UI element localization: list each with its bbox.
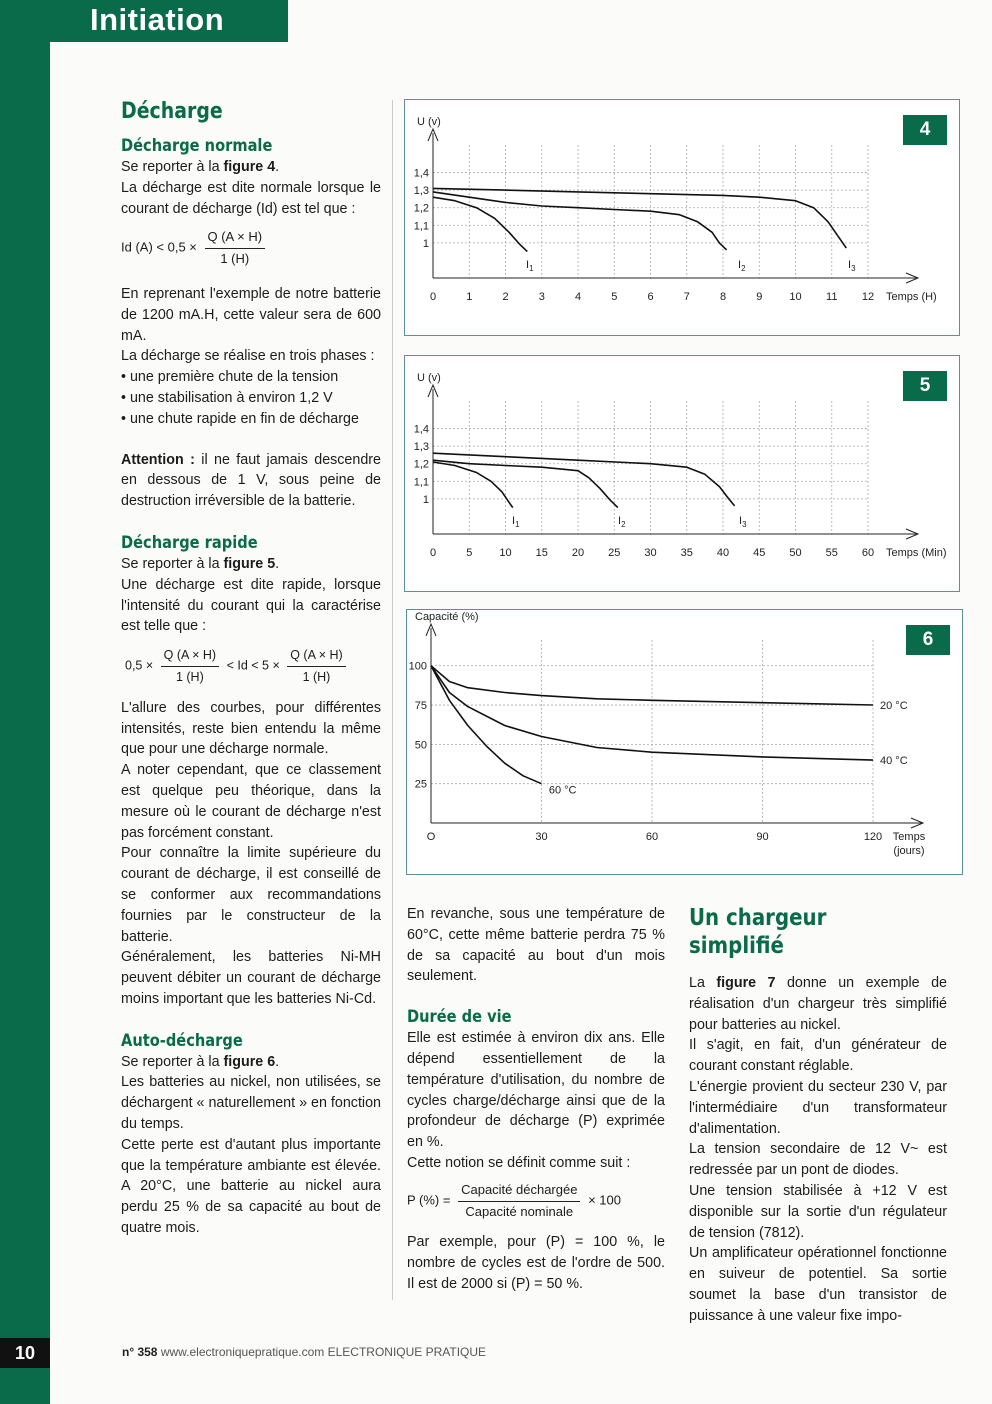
footer: n° 358 www.electroniquepratique.com ELECTRONIQUE PRATIQUE xyxy=(122,1345,487,1359)
x-tick-label: 5 xyxy=(466,547,473,559)
x-tick-label: 7 xyxy=(683,291,690,303)
x-tick-label: 10 xyxy=(499,547,512,559)
y-tick-label: 1,2 xyxy=(413,202,429,215)
figure-4 xyxy=(404,99,960,336)
y-tick-label: 1 xyxy=(422,493,429,506)
x-axis-label: Temps (Min) xyxy=(886,547,947,559)
bullet-item: • une première chute de la tension xyxy=(121,369,339,386)
y-tick-label: 1,4 xyxy=(413,423,429,436)
figure-5-chart xyxy=(405,356,959,591)
y-tick-label: 100 xyxy=(408,660,427,673)
x-tick-label: 11 xyxy=(826,291,838,303)
heading-chargeur-simplifie: Un chargeur simplifié xyxy=(689,905,827,959)
y-tick-label: 1,1 xyxy=(413,476,429,489)
paragraph: Les batteries au nickel, non utilisées, se déchargent « naturellement » en fonction du temps. xyxy=(121,1074,381,1133)
curve-label: 60 °C xyxy=(548,784,577,797)
column-2 xyxy=(407,904,665,1295)
paragraph: Il s'agit, en fait, d'un générateur de courant constant réglable. xyxy=(689,1037,947,1075)
curve-label: 20 °C xyxy=(880,700,908,713)
series-line-3 xyxy=(433,453,735,506)
y-tick-label: 1,1 xyxy=(413,220,429,233)
paragraph: Généralement, les batteries Ni-MH peuvent débiter un courant de décharge moins important que les batteries Ni-Cd. xyxy=(121,949,381,1007)
paragraph: En revanche, sous une température de 60°C, cette même batterie perdra 75 % de sa capacité au bout d'un mois seulement. xyxy=(407,906,665,985)
x-tick-label: 6 xyxy=(647,291,654,303)
heading-decharge: Décharge xyxy=(121,99,223,124)
y-tick-label: 75 xyxy=(414,700,427,713)
paragraph: L'allure des courbes, pour différentes intensités, reste bien entendu la même que pour une décharge normale. xyxy=(121,699,381,758)
x-tick-label: 10 xyxy=(789,291,802,303)
heading-decharge-rapide: Décharge rapide xyxy=(121,532,258,553)
paragraph: La décharge se réalise en trois phases : xyxy=(121,348,375,365)
curve-label: $I_3$ xyxy=(739,515,747,529)
x-tick-label: 45 xyxy=(753,547,766,559)
x-tick-label: 0 xyxy=(429,547,437,559)
x-tick-label: 35 xyxy=(680,547,693,559)
x-tick-label: 12 xyxy=(861,291,875,303)
paragraph: Par exemple, pour (P) = 100 %, le nombre de cycles est de l'ordre de 500. Il est de 2000 si (P) = 50 %. xyxy=(407,1234,665,1292)
paragraph: La figure 7 donne un exemple de réalisation d'un chargeur très simplifié pour batteries au nickel. xyxy=(689,975,947,1033)
x-tick-label: 0 xyxy=(429,291,437,303)
formula-rapide: 0,5 × $\frac{Q (A \times H)}{1 (H)}$ < Id < 5 × $\frac{Q (A \times H)}{1 (H)}$ xyxy=(125,645,381,688)
paragraph: Une tension stabilisée à +12 V est disponible sur la sortie d'un régulateur de tension (7812). xyxy=(689,1182,947,1241)
column-3 xyxy=(689,904,947,1327)
paragraph: Une décharge est dite rapide, lorsque l'intensité du courant qui la caractérise est telle que : xyxy=(121,576,381,635)
paragraph: La décharge est dite normale lorsque le courant de décharge (Id) est tel que : xyxy=(121,179,381,217)
x-tick-label: 5 xyxy=(611,291,618,303)
ref-figure-6: Se reporter à la figure 6. xyxy=(121,1053,280,1070)
series-line-1 xyxy=(433,197,527,251)
x-axis-label: Temps xyxy=(892,831,926,843)
figure-6-chart xyxy=(407,610,962,874)
paragraph: Un amplificateur opérationnel fonctionne en suiveur de potentiel. Sa sortie soumet la base d'un transistor de puissance à une valeur fixe impo- xyxy=(689,1245,947,1324)
y-tick-label: 1,3 xyxy=(413,185,429,198)
series-line-3 xyxy=(431,666,542,784)
x-tick-label: 90 xyxy=(756,831,769,843)
y-tick-label: 25 xyxy=(414,778,427,791)
formula-profondeur: P (%) = $\frac{\text{Capacité déchargée}}{\text{Capacité nominale}}$ × 100 xyxy=(407,1181,621,1219)
y-tick-label: 1,4 xyxy=(413,167,429,180)
heading-duree-de-vie: Durée de vie xyxy=(407,1007,512,1028)
y-tick-label: 50 xyxy=(414,739,427,752)
formula-normal: Id (A) < 0,5 × $\frac{Q (A \times H)}{1 (H)}$ xyxy=(121,227,381,270)
section-title: Initiation xyxy=(90,2,225,37)
bullet-item: • une chute rapide en fin de décharge xyxy=(121,410,359,427)
x-tick-label: 60 xyxy=(861,547,875,559)
x-axis-label: Temps (H) xyxy=(886,291,937,303)
y-axis-label: U (v) xyxy=(417,116,441,128)
x-tick-label: 9 xyxy=(756,291,763,303)
paragraph: A noter cependant, que ce classement est quelque peu théorique, dans la mesure où le courant de décharge n'est pas forcément constant. xyxy=(121,762,381,841)
x-tick-label: 1 xyxy=(466,291,473,303)
x-tick-label: 30 xyxy=(644,547,657,559)
paragraph: Cette notion se définit comme suit : xyxy=(407,1154,631,1171)
column-1 xyxy=(121,98,381,1239)
curve-label: $I_1$ xyxy=(526,259,534,273)
x-tick-label: 55 xyxy=(825,547,838,559)
y-tick-label: 1,3 xyxy=(413,441,429,454)
heading-auto-decharge: Auto-décharge xyxy=(121,1030,243,1051)
figure-5 xyxy=(404,355,960,592)
y-tick-label: 1 xyxy=(422,237,429,250)
ref-figure-5: Se reporter à la figure 5. xyxy=(121,555,280,572)
column-divider xyxy=(392,100,393,1300)
paragraph: L'énergie provient du secteur 230 V, par l'intermédiaire d'un transformateur d'alimentation. xyxy=(689,1078,947,1137)
x-tick-label: 50 xyxy=(789,547,802,559)
x-tick-label: O xyxy=(426,831,436,843)
x-tick-label: 8 xyxy=(719,291,727,303)
curve-label: 40 °C xyxy=(880,755,908,768)
paragraph: En reprenant l'exemple de notre batterie de 1200 mA.H, cette valeur sera de 600 mA. xyxy=(121,285,381,344)
x-tick-label: 20 xyxy=(571,547,585,559)
ref-figure-4: Se reporter à la figure 4. xyxy=(121,159,280,175)
curve-label: $I_1$ xyxy=(512,515,520,529)
paragraph: Elle est estimée à environ dix ans. Elle dépend essentiellement de la température d'utilisation, du nombre de cycles charge/décharge ainsi que de la profondeur de décharge (P) exprimée en %. xyxy=(407,1030,665,1151)
y-axis-label: Capacité (%) xyxy=(415,611,479,623)
x-tick-label: 60 xyxy=(645,831,659,843)
x-tick-label: 3 xyxy=(538,291,545,303)
figure-4-chart xyxy=(405,100,959,335)
x-tick-label: 120 xyxy=(863,831,883,843)
series-line-2 xyxy=(433,192,727,250)
paragraph: La tension secondaire de 12 V~ est redressée par un pont de diodes. xyxy=(689,1141,947,1179)
x-tick-label: 30 xyxy=(535,831,548,843)
figure-number-badge: 6 xyxy=(906,625,950,655)
curve-label: $I_2$ xyxy=(738,259,746,273)
x-tick-label: 2 xyxy=(502,291,509,303)
figure-number-badge: 5 xyxy=(903,371,947,401)
curve-label: $I_3$ xyxy=(848,259,856,273)
y-axis-label: U (v) xyxy=(417,372,441,384)
x-tick-label: 40 xyxy=(716,547,730,559)
figure-number-badge: 4 xyxy=(903,115,947,145)
x-axis-label-unit: (jours) xyxy=(893,845,925,857)
x-tick-label: 15 xyxy=(535,547,548,559)
y-tick-label: 1,2 xyxy=(413,458,429,471)
attention-paragraph: Attention : il ne faut jamais descendre en dessous de 1 V, sous peine de destruction irréversible de la batterie. xyxy=(121,451,382,510)
x-tick-label: 25 xyxy=(608,547,621,559)
curve-label: $I_2$ xyxy=(618,515,626,529)
figure-6 xyxy=(406,609,963,875)
series-line-1 xyxy=(433,462,513,508)
left-sidebar xyxy=(0,0,50,1404)
bullet-item: • une stabilisation à environ 1,2 V xyxy=(121,389,333,406)
page-number: 10 xyxy=(0,1338,50,1368)
heading-decharge-normale: Décharge normale xyxy=(121,136,273,156)
x-tick-label: 4 xyxy=(574,291,582,303)
paragraph: Cette perte est d'autant plus importante que la température ambiante est élevée. A 20°C, une batterie au nickel aura perdu 25 % de sa capacité au bout de quatre mois. xyxy=(121,1136,381,1237)
paragraph: Pour connaître la limite supérieure du courant de décharge, il est conseillé de se conformer aux recommandations fournies par le constructeur de la batterie. xyxy=(121,845,381,945)
